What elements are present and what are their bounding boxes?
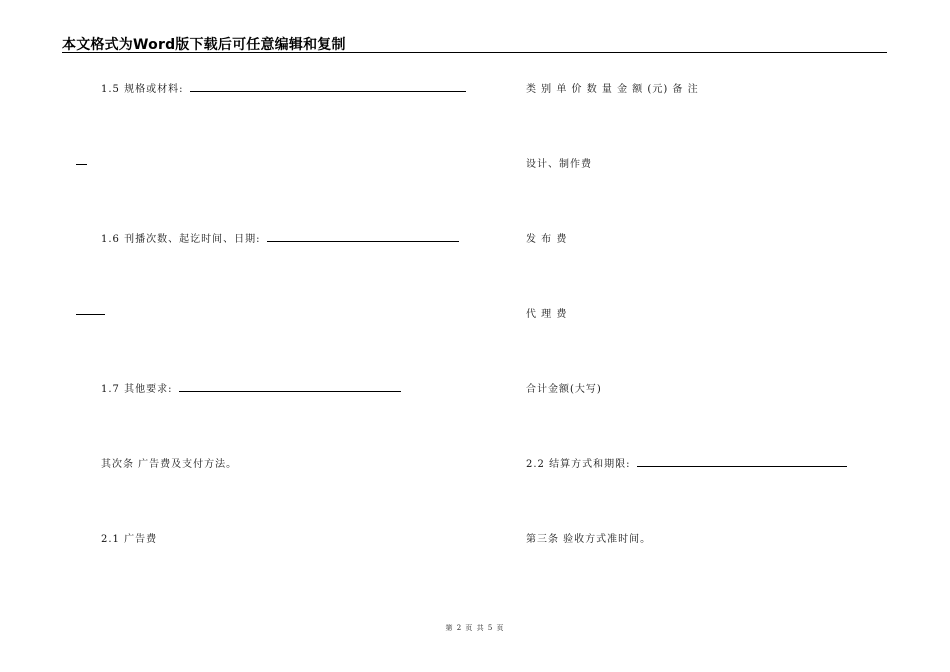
item-1-5-continuation-blank (76, 164, 87, 165)
item-2-2-blank (637, 458, 847, 467)
item-1-7-label: 1.7 其他要求: (101, 384, 173, 395)
total-amount-row: 合计金额(大写) (526, 384, 602, 395)
item-1-7-blank (179, 383, 401, 392)
item-1-5-blank (190, 83, 466, 92)
page-number-footer: 第 2 页 共 5 页 (445, 624, 505, 632)
article-2-heading: 其次条 广告费及支付方法。 (101, 459, 238, 470)
agency-fee-row: 代 理 费 (526, 309, 568, 320)
item-1-6-blank (267, 233, 459, 242)
item-2-2-row (526, 455, 847, 470)
item-1-5-row (101, 80, 466, 95)
item-1-6-continuation-blank (76, 314, 105, 315)
publish-fee-row: 发 布 费 (526, 234, 568, 245)
item-1-6-row (101, 230, 459, 245)
header-divider (62, 52, 887, 53)
fee-table-header: 类 别 单 价 数 量 金 额 (元) 备 注 (526, 84, 699, 95)
item-1-6-label: 1.6 刊播次数、起讫时间、日期: (101, 234, 261, 245)
document-header-title: 本文格式为Word版下载后可任意编辑和复制 (62, 37, 346, 53)
item-1-5-label: 1.5 规格或材料: (101, 84, 184, 95)
item-1-7-row (101, 380, 401, 395)
article-3-heading: 第三条 验收方式准时间。 (526, 534, 652, 545)
item-2-2-label: 2.2 结算方式和期限: (526, 459, 631, 470)
design-fee-row: 设计、制作费 (526, 159, 592, 170)
item-2-1-label: 2.1 广告费 (101, 534, 158, 545)
